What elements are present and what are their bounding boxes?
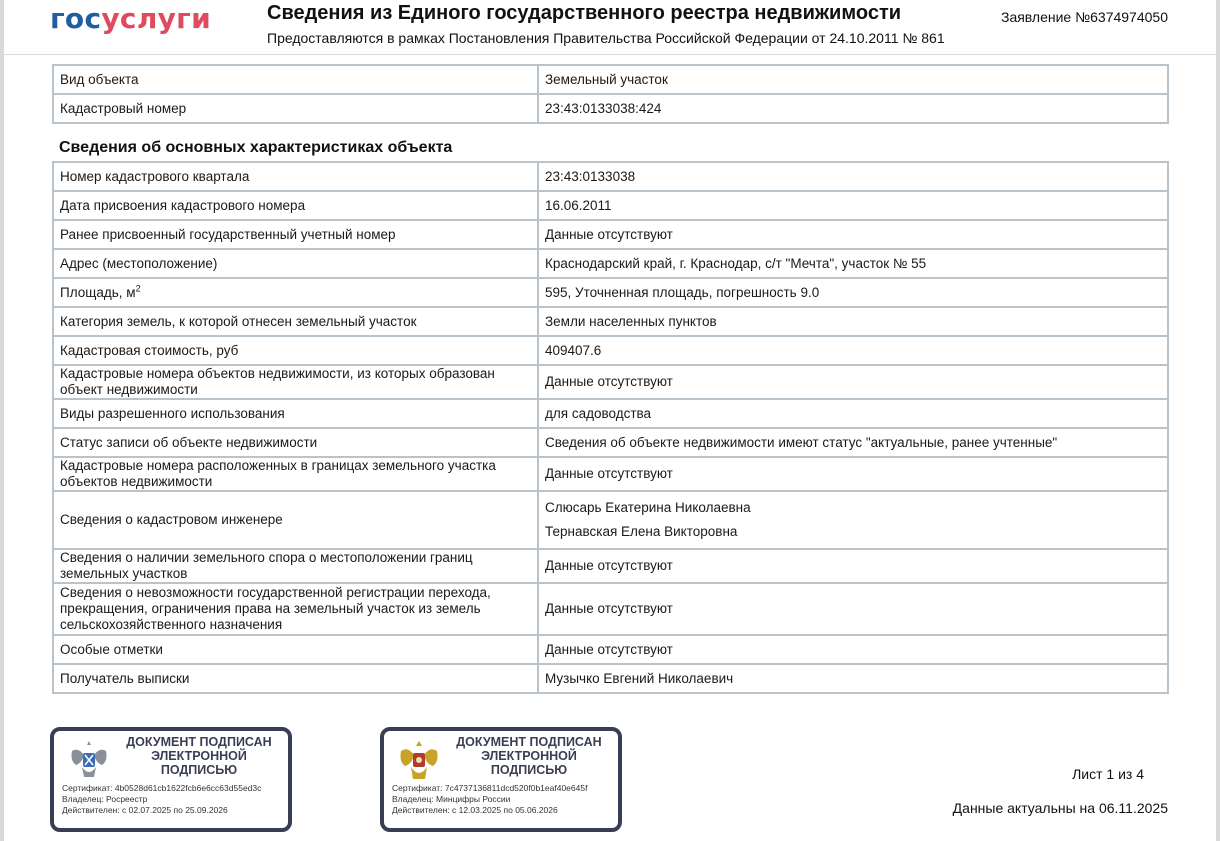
row-value: Данные отсутствуют	[538, 549, 1168, 583]
row-label: Площадь, $м^2$	[53, 278, 538, 307]
row-value: 23:43:0133038:424	[538, 94, 1168, 123]
row-value: Земли населенных пунктов	[538, 307, 1168, 336]
row-label: Сведения о наличии земельного спора о местоположении границ земельных участков	[53, 549, 538, 583]
row-label: Сведения о кадастровом инженере	[53, 491, 538, 549]
gosuslugi-logo: госуслуги	[50, 2, 212, 35]
row-label: Вид объекта	[53, 65, 538, 94]
stamp-owner: Владелец: Минцифры России	[392, 794, 511, 804]
row-label: Получатель выписки	[53, 664, 538, 693]
stamp-owner: Владелец: Росреестр	[62, 794, 148, 804]
table-row	[53, 336, 1168, 365]
row-value: Земельный участок	[538, 65, 1168, 94]
table-row	[53, 635, 1168, 664]
document-header	[0, 0, 1220, 55]
table-row	[53, 94, 1168, 123]
row-value: Сведения об объекте недвижимости имеют статус "актуальные, ранее учтенные"	[538, 428, 1168, 457]
stamp-certificate: Сертификат: 7c4737136811dcd520f0b1eaf40e645f	[392, 783, 588, 793]
row-value: 23:43:0133038	[538, 162, 1168, 191]
row-label: Кадастровый номер	[53, 94, 538, 123]
row-value: 16.06.2011	[538, 191, 1168, 220]
stamp-certificate: Сертификат: 4b0528d61cb1622fcb6e6cc63d55ed3c	[62, 783, 262, 793]
row-label: Адрес (местоположение)	[53, 249, 538, 278]
table-row	[53, 249, 1168, 278]
row-value: Музычко Евгений Николаевич	[538, 664, 1168, 693]
row-label: Особые отметки	[53, 635, 538, 664]
stamp-info	[392, 783, 587, 816]
object-table	[52, 64, 1169, 124]
stamp-valid: Действителен: с 02.07.2025 по 25.09.2026	[62, 805, 228, 815]
row-value: Краснодарский край, г. Краснодар, с/т "Мечта", участок № 55	[538, 249, 1168, 278]
engineer-name: Тернавская Елена Викторовна	[545, 524, 738, 539]
row-value: Данные отсутствуют	[538, 583, 1168, 635]
table-row	[53, 162, 1168, 191]
document-title: Сведения из Единого государственного реестра недвижимости	[267, 2, 902, 24]
table-row	[53, 220, 1168, 249]
row-label: Статус записи об объекте недвижимости	[53, 428, 538, 457]
row-value	[538, 491, 1168, 549]
engineer-name: Слюсарь Екатерина Николаевна	[545, 500, 751, 515]
row-value: 409407.6	[538, 336, 1168, 365]
rosreestr-emblem-icon	[68, 739, 110, 783]
table-row	[53, 278, 1168, 307]
document-subtitle: Предоставляются в рамках Постановления Правительства Российской Федерации от 24.10.2011 № 861	[267, 30, 945, 46]
table-row	[53, 664, 1168, 693]
coat-of-arms-icon	[398, 739, 440, 783]
row-label: Кадастровая стоимость, руб	[53, 336, 538, 365]
signature-stamp-rosreestr	[50, 727, 292, 832]
row-label: Категория земель, к которой отнесен земельный участок	[53, 307, 538, 336]
stamp-valid: Действителен: с 12.03.2025 по 05.06.2026	[392, 805, 558, 815]
stamp-info	[62, 783, 261, 816]
stamp-heading: ДОКУМЕНТ ПОДПИСАН ЭЛЕКТРОННОЙ ПОДПИСЬЮ	[456, 735, 602, 777]
data-actual-date: Данные актуальны на 06.11.2025	[952, 800, 1168, 816]
row-label: Номер кадастрового квартала	[53, 162, 538, 191]
table-row	[53, 583, 1168, 635]
row-value: Данные отсутствуют	[538, 365, 1168, 399]
table-row	[53, 491, 1168, 549]
characteristics-table	[52, 161, 1169, 694]
table-row	[53, 307, 1168, 336]
row-label: Ранее присвоенный государственный учетный номер	[53, 220, 538, 249]
table-row	[53, 549, 1168, 583]
row-value: 595, Уточненная площадь, погрешность 9.0	[538, 278, 1168, 307]
row-label: Дата присвоения кадастрового номера	[53, 191, 538, 220]
row-value: Данные отсутствуют	[538, 635, 1168, 664]
row-value: Данные отсутствуют	[538, 457, 1168, 491]
table-row	[53, 65, 1168, 94]
section-title: Сведения об основных характеристиках объекта	[59, 139, 453, 156]
superscript-2: 2	[135, 283, 141, 293]
row-value: для садоводства	[538, 399, 1168, 428]
page-edge-left	[0, 0, 4, 841]
page-edge-right	[1216, 0, 1220, 841]
row-label: Сведения о невозможности государственной регистрации перехода, прекращения, ограничения права на земельный участок из земель сельскохозяйственного назначения	[53, 583, 538, 635]
row-label: Кадастровые номера расположенных в границах земельного участка объектов недвижимости	[53, 457, 538, 491]
row-label: Виды разрешенного использования	[53, 399, 538, 428]
stamp-heading: ДОКУМЕНТ ПОДПИСАН ЭЛЕКТРОННОЙ ПОДПИСЬЮ	[126, 735, 272, 777]
request-number: Заявление №6374974050	[1000, 9, 1168, 25]
table-row	[53, 457, 1168, 491]
table-row	[53, 399, 1168, 428]
table-row	[53, 428, 1168, 457]
table-row	[53, 191, 1168, 220]
row-label: Кадастровые номера объектов недвижимости, из которых образован объект недвижимости	[53, 365, 538, 399]
sheet-number: Лист 1 из 4	[1072, 766, 1144, 782]
signature-stamp-mincifry	[380, 727, 622, 832]
table-row	[53, 365, 1168, 399]
row-value: Данные отсутствуют	[538, 220, 1168, 249]
